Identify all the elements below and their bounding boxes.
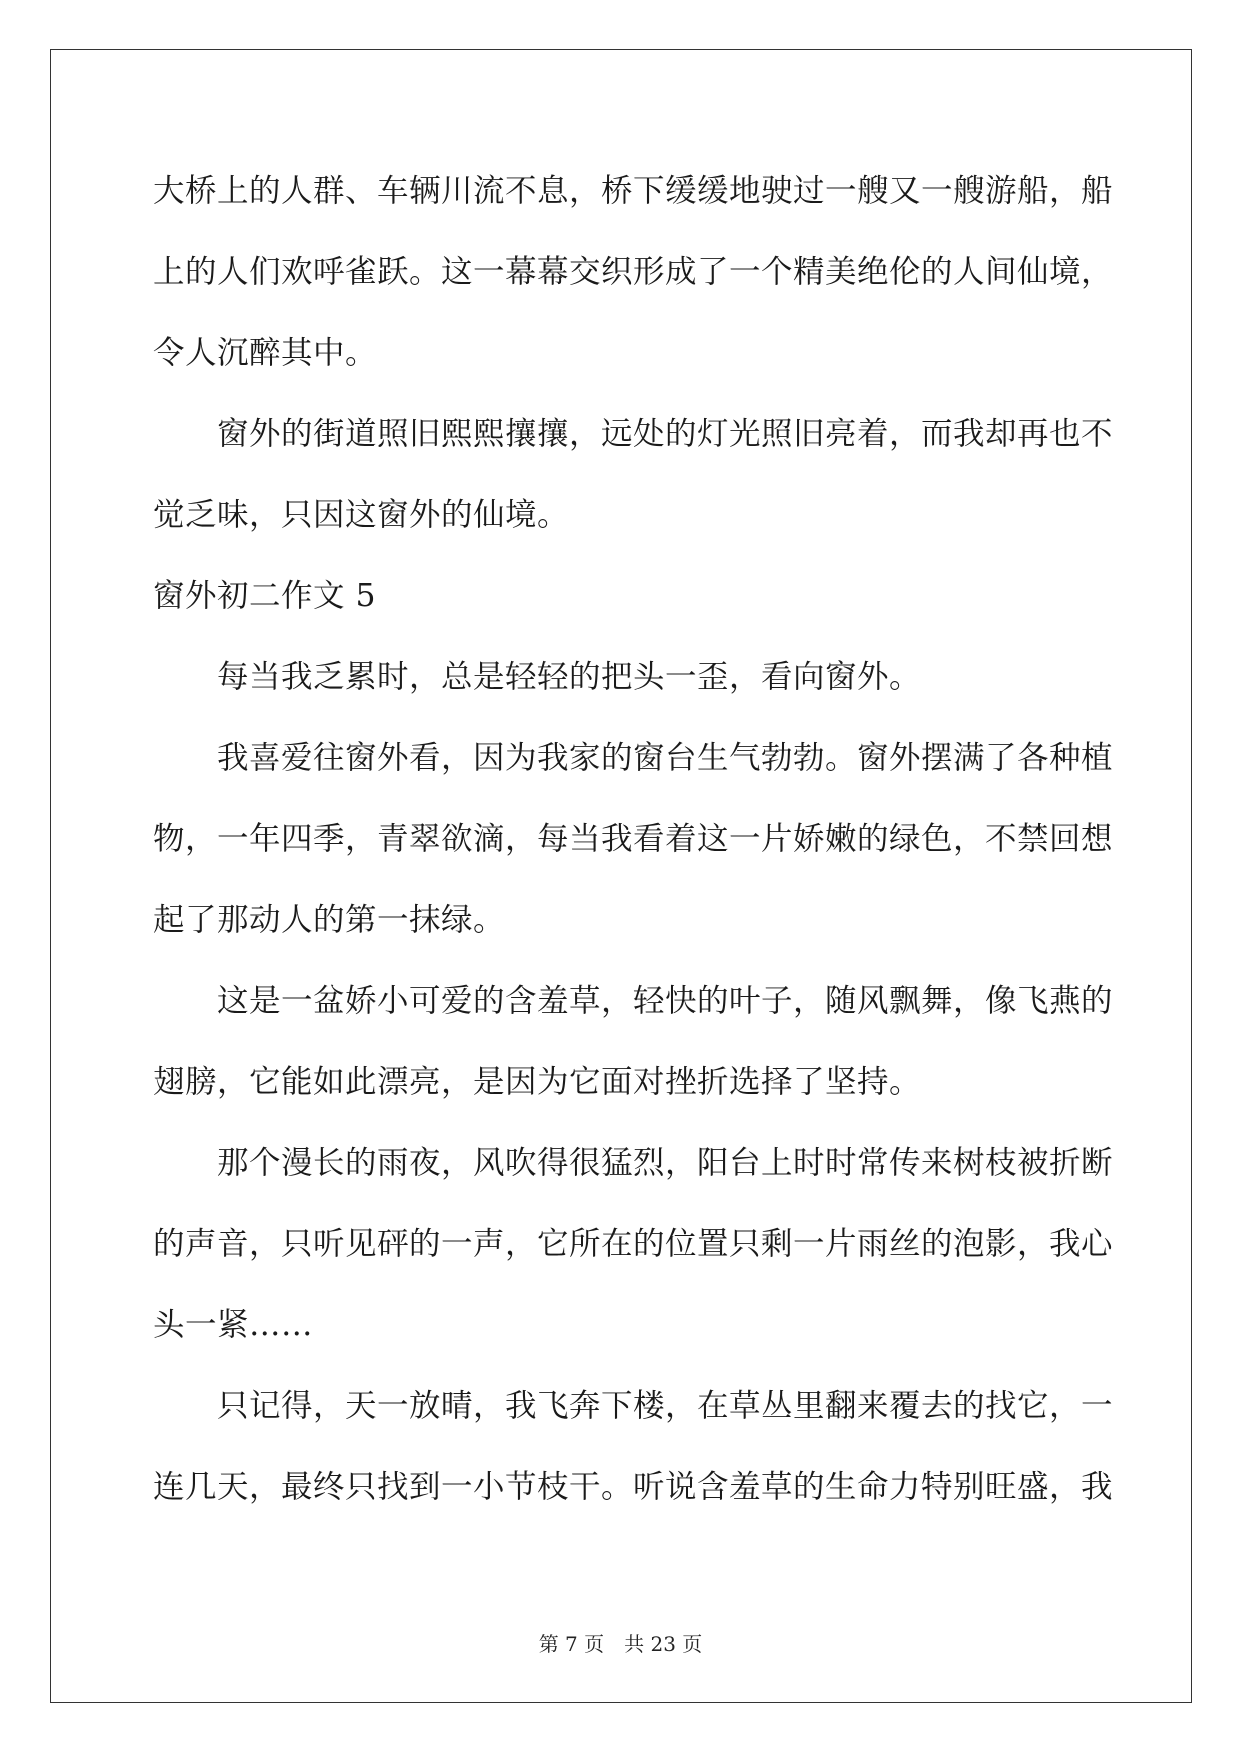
text-line-11: 这是一盆娇小可爱的含羞草，轻快的叶子，随风飘舞，像飞燕的 (217, 983, 1114, 1019)
text-line-5: 觉乏味，只因这窗外的仙境。 (153, 497, 570, 533)
text-line-3: 令人沉醉其中。 (153, 335, 378, 371)
section-heading: 窗外初二作文 5 (153, 578, 377, 614)
text-line-12: 翅膀，它能如此漂亮，是因为它面对挫折选择了坚持。 (153, 1064, 922, 1100)
text-line-9: 物，一年四季，青翠欲滴，每当我看着这一片娇嫩的绿色，不禁回想 (153, 821, 1114, 857)
text-line-7: 每当我乏累时，总是轻轻的把头一歪，看向窗外。 (217, 659, 922, 695)
text-line-8: 我喜爱往窗外看，因为我家的窗台生气勃勃。窗外摆满了各种植 (217, 740, 1114, 776)
document-body (153, 160, 1114, 1537)
text-line-2: 上的人们欢呼雀跃。这一幕幕交织形成了一个精美绝伦的人间仙境， (153, 254, 1114, 290)
text-line-15: 头一紧…… (153, 1307, 314, 1343)
text-line-16: 只记得，天一放晴，我飞奔下楼，在草丛里翻来覆去的找它，一 (217, 1388, 1114, 1424)
text-line-13: 那个漫长的雨夜，风吹得很猛烈，阳台上时时常传来树枝被折断 (217, 1145, 1114, 1181)
text-line-14: 的声音，只听见砰的一声，它所在的位置只剩一片雨丝的泡影，我心 (153, 1226, 1114, 1262)
text-line-17: 连几天，最终只找到一小节枝干。听说含羞草的生命力特别旺盛，我 (153, 1469, 1114, 1505)
text-line-1: 大桥上的人群、车辆川流不息，桥下缓缓地驶过一艘又一艘游船，船 (153, 173, 1114, 209)
page-number: 第 7 页 共 23 页 (538, 1632, 703, 1656)
text-line-10: 起了那动人的第一抹绿。 (153, 902, 506, 938)
text-line-4: 窗外的街道照旧熙熙攘攘，远处的灯光照旧亮着，而我却再也不 (217, 416, 1114, 452)
